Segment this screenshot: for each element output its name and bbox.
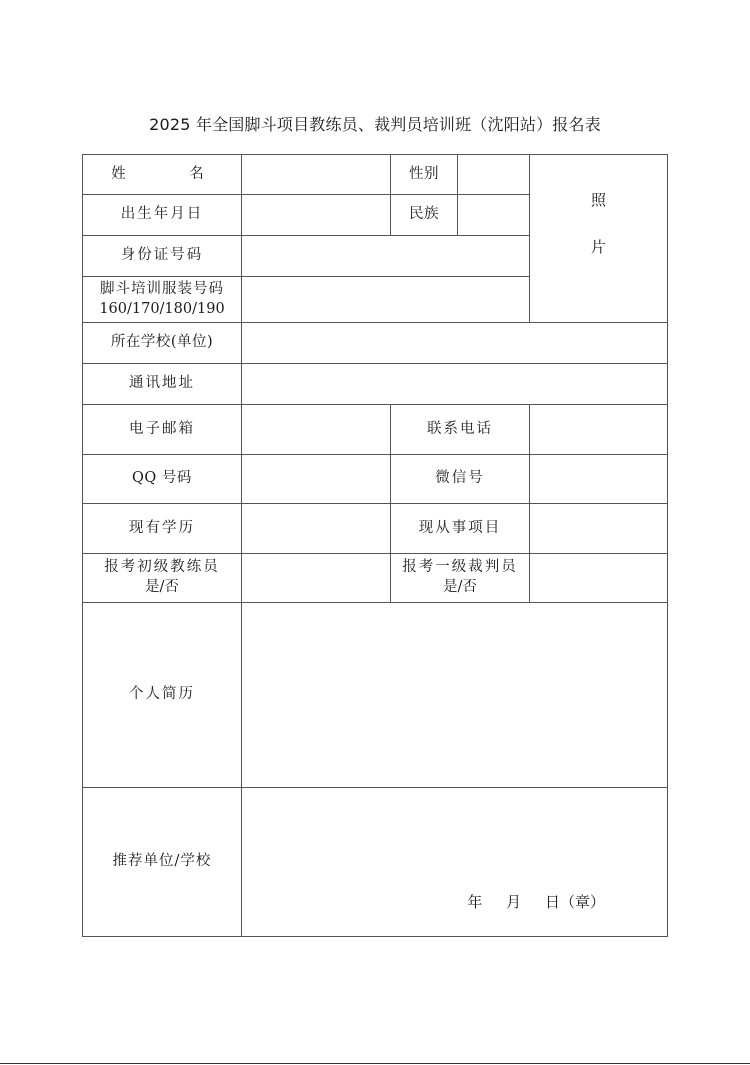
label-email: 电子邮箱 <box>83 405 242 455</box>
name-field[interactable] <box>242 155 391 195</box>
label-gender: 性别 <box>391 155 458 195</box>
recommender-field[interactable] <box>242 788 668 937</box>
label-id-number: 身份证号码 <box>83 236 242 277</box>
row-email <box>83 405 668 455</box>
label-qq: QQ 号码 <box>83 455 242 504</box>
photo-box[interactable] <box>530 155 668 323</box>
school-field[interactable] <box>242 323 668 364</box>
label-birthdate: 出生年月日 <box>83 195 242 236</box>
row-recommender <box>83 788 668 937</box>
id-number-field[interactable] <box>242 236 530 277</box>
date-stamp-text: 年 月 日（章） <box>467 892 605 911</box>
ethnicity-field[interactable] <box>458 195 530 236</box>
referee-exam-field[interactable] <box>530 554 668 603</box>
label-school: 所在学校(单位) <box>83 323 242 364</box>
photo-label-2: 片 <box>590 238 606 256</box>
row-exams <box>83 554 668 603</box>
label-recommender: 推荐单位/学校 <box>83 788 242 937</box>
row-resume <box>83 603 668 788</box>
phone-field[interactable] <box>530 405 668 455</box>
uniform-size-options: 160/170/180/190 <box>99 300 225 317</box>
label-referee-exam <box>391 554 530 603</box>
wechat-field[interactable] <box>530 455 668 504</box>
referee-exam-options: 是/否 <box>443 579 477 595</box>
birthdate-field[interactable] <box>242 195 391 236</box>
gender-field[interactable] <box>458 155 530 195</box>
label-education: 现有学历 <box>83 504 242 554</box>
qq-field[interactable] <box>242 455 391 504</box>
label-coach-exam <box>83 554 242 603</box>
page-title: 2025 年全国脚斗项目教练员、裁判员培训班（沈阳站）报名表 <box>149 115 601 134</box>
address-field[interactable] <box>242 364 668 405</box>
label-wechat: 微信号 <box>391 455 530 504</box>
label-address: 通讯地址 <box>83 364 242 405</box>
row-qq <box>83 455 668 504</box>
row-address <box>83 364 668 405</box>
coach-exam-field[interactable] <box>242 554 391 603</box>
photo-label-1: 照 <box>590 190 606 209</box>
label-name: 姓 名 <box>83 155 242 195</box>
label-resume: 个人简历 <box>83 603 242 788</box>
email-field[interactable] <box>242 405 391 455</box>
label-phone: 联系电话 <box>391 405 530 455</box>
uniform-size-field[interactable] <box>242 277 530 323</box>
education-field[interactable] <box>242 504 391 554</box>
label-uniform-size <box>83 277 242 323</box>
referee-exam-label: 报考一级裁判员 <box>402 559 518 576</box>
label-current-project: 现从事项目 <box>391 504 530 554</box>
row-name <box>83 155 668 195</box>
label-ethnicity: 民族 <box>391 195 458 236</box>
registration-form-table <box>82 154 668 937</box>
resume-field[interactable] <box>242 603 668 788</box>
row-education <box>83 504 668 554</box>
coach-exam-options: 是/否 <box>145 579 179 595</box>
row-school <box>83 323 668 364</box>
uniform-size-label: 脚斗培训服装号码 <box>100 280 224 297</box>
page-bottom-rule <box>0 1063 750 1064</box>
coach-exam-label: 报考初级教练员 <box>104 559 220 576</box>
current-project-field[interactable] <box>530 504 668 554</box>
